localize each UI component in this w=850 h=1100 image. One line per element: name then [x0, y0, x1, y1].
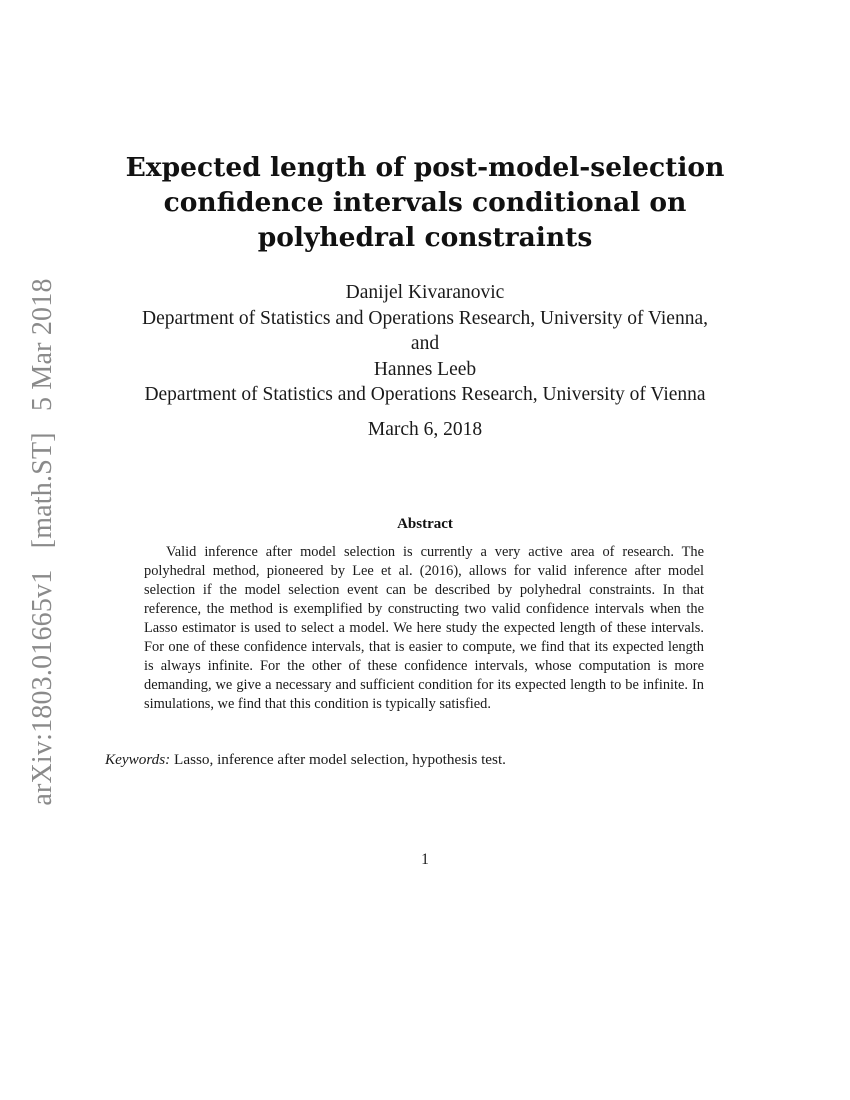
keywords-line [105, 751, 745, 769]
title-line-3: polyhedral constraints [257, 222, 593, 253]
title-line-2: confidence intervals conditional on [163, 187, 687, 218]
keywords-text: Lasso, inference after model selection, hypothesis test. [174, 751, 506, 768]
author-name-2: Hannes Leeb [373, 358, 477, 380]
abstract-body: Valid inference after model selection is currently a very active area of research. The polyhedral method, pioneered by Lee et al. (2016), allows for valid inference after model selection if the model selection event can be described by polyhedral constraints. In that reference, the method is exemplified by constructing two valid confidence intervals when the Lasso estimator is used to select a model. We here study the expected length of these intervals. For one of these confidence intervals, that is easier to compute, we find that its expected length is always infinite. For the other of these confidence intervals, whose computation is more demanding, we give a necessary and sufficient condition for its expected length to be infinite. In simulations, we find that this condition is typically satisfied. [144, 544, 704, 712]
author-affiliation-2: Department of Statistics and Operations Research, University of Vienna [144, 384, 706, 405]
author-block [0, 280, 850, 408]
paper-title [0, 150, 850, 255]
abstract-heading: Abstract [397, 516, 453, 532]
author-name-1: Danijel Kivaranovic [345, 282, 505, 303]
arxiv-date: 5 Mar 2018 [27, 278, 58, 411]
keywords-label: Keywords: [105, 751, 171, 768]
page-number: 1 [421, 851, 429, 868]
arxiv-category: [math.ST] [27, 432, 58, 549]
arxiv-identifier: arXiv:1803.01665v1 [27, 569, 58, 806]
author-conjunction: and [410, 333, 440, 354]
title-line-1: Expected length of post-model-selection [125, 152, 725, 183]
paper-date: March 6, 2018 [367, 419, 483, 440]
author-affiliation-1: Department of Statistics and Operations Research, University of Vienna, [142, 307, 708, 329]
